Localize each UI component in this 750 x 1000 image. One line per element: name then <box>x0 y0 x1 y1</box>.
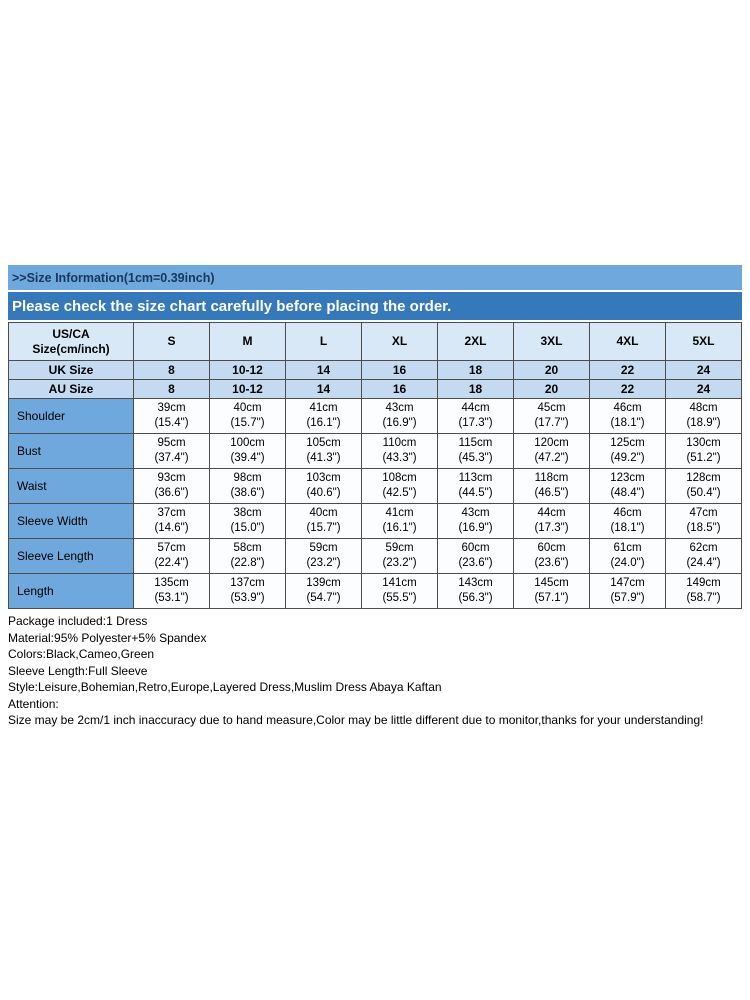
measurement-value-cell <box>666 539 742 574</box>
value-inch: (58.7") <box>686 592 721 604</box>
size-header-cell: 5XL <box>666 323 742 361</box>
uk-size-value-cell: 22 <box>590 361 666 380</box>
value-inch: (57.9") <box>610 592 645 604</box>
value-inch: (23.2") <box>382 557 417 569</box>
au-size-value-cell: 16 <box>362 380 438 399</box>
value-cm: 59cm <box>385 542 414 554</box>
measurement-value-cell <box>514 574 590 609</box>
measurement-value-cell <box>438 574 514 609</box>
value-cm: 145cm <box>534 577 569 589</box>
value-cm: 123cm <box>610 472 645 484</box>
value-cm: 100cm <box>230 437 265 449</box>
note-disclaimer: Size may be 2cm/1 inch inaccuracy due to hand measure,Color may be little different due to monitor,thanks for your understanding! <box>8 713 704 727</box>
size-header-cell: L <box>286 323 362 361</box>
value-inch: (49.2") <box>610 452 645 464</box>
value-inch: (51.2") <box>686 452 721 464</box>
value-inch: (37.4") <box>154 452 189 464</box>
value-cm: 46cm <box>613 402 642 414</box>
value-cm: 141cm <box>382 577 417 589</box>
value-cm: 46cm <box>613 507 642 519</box>
notice-bar <box>8 292 742 320</box>
measurement-value-cell <box>362 469 438 504</box>
uk-size-value-cell: 10-12 <box>210 361 286 380</box>
value-cm: 135cm <box>154 577 189 589</box>
value-inch: (18.5") <box>686 522 721 534</box>
value-cm: 41cm <box>309 402 338 414</box>
measurement-value-cell <box>134 539 210 574</box>
measurement-value-cell <box>286 574 362 609</box>
measurement-row <box>9 504 742 539</box>
measurement-value-cell <box>134 574 210 609</box>
uk-size-value-cell: 14 <box>286 361 362 380</box>
value-cm: 40cm <box>233 402 262 414</box>
measurement-value-cell <box>286 539 362 574</box>
value-inch: (55.5") <box>382 592 417 604</box>
au-size-value-cell: 20 <box>514 380 590 399</box>
measurement-value-cell <box>362 434 438 469</box>
corner-label-line2: Size(cm/inch) <box>32 341 110 356</box>
value-inch: (56.3") <box>458 592 493 604</box>
value-cm: 40cm <box>309 507 338 519</box>
measurement-row <box>9 399 742 434</box>
measurement-value-cell <box>666 399 742 434</box>
uk-size-value-cell: 18 <box>438 361 514 380</box>
measurement-value-cell <box>362 539 438 574</box>
measurement-value-cell <box>590 574 666 609</box>
value-inch: (17.3") <box>534 522 569 534</box>
au-size-value-cell: 10-12 <box>210 380 286 399</box>
measurement-label: Shoulder <box>9 399 134 434</box>
value-cm: 43cm <box>461 507 490 519</box>
measurement-value-cell <box>134 469 210 504</box>
measurement-value-cell <box>666 434 742 469</box>
measurement-value-cell <box>210 434 286 469</box>
measurement-value-cell <box>210 469 286 504</box>
value-inch: (23.2") <box>306 557 341 569</box>
measurement-value-cell <box>134 399 210 434</box>
product-notes <box>8 609 742 729</box>
measurement-label: Bust <box>9 434 134 469</box>
value-cm: 110cm <box>382 437 417 449</box>
value-inch: (45.3") <box>458 452 493 464</box>
uk-size-value-cell: 16 <box>362 361 438 380</box>
measurement-value-cell <box>210 539 286 574</box>
value-inch: (47.2") <box>534 452 569 464</box>
note-sleeve-length: Sleeve Length:Full Sleeve <box>8 663 148 678</box>
value-inch: (48.4") <box>610 487 645 499</box>
value-inch: (18.1") <box>610 522 645 534</box>
value-cm: 43cm <box>385 402 414 414</box>
measurement-value-cell <box>286 434 362 469</box>
value-inch: (42.5") <box>382 487 417 499</box>
measurement-value-cell <box>514 504 590 539</box>
note-colors: Colors:Black,Cameo,Green <box>8 647 155 661</box>
measurement-value-cell <box>514 434 590 469</box>
value-inch: (14.6") <box>154 522 189 534</box>
corner-label-line1: US/CA <box>52 326 90 341</box>
measurement-value-cell <box>134 504 210 539</box>
measurement-row <box>9 539 742 574</box>
value-inch: (17.3") <box>458 417 493 429</box>
value-cm: 139cm <box>306 577 341 589</box>
value-cm: 93cm <box>157 472 186 484</box>
note-style: Style:Leisure,Bohemian,Retro,Europe,Layered Dress,Muslim Dress Abaya Kaftan <box>8 680 442 694</box>
value-inch: (39.4") <box>230 452 265 464</box>
measurement-value-cell <box>362 574 438 609</box>
value-cm: 125cm <box>610 437 645 449</box>
value-cm: 149cm <box>686 577 721 589</box>
measurement-value-cell <box>286 504 362 539</box>
value-cm: 137cm <box>230 577 265 589</box>
value-cm: 57cm <box>157 542 186 554</box>
measurement-label: Waist <box>9 469 134 504</box>
measurement-value-cell <box>286 469 362 504</box>
value-cm: 120cm <box>534 437 569 449</box>
measurement-rows <box>9 399 742 609</box>
value-inch: (16.9") <box>382 417 417 429</box>
value-cm: 147cm <box>610 577 645 589</box>
value-inch: (22.4") <box>154 557 189 569</box>
note-attention: Attention: <box>8 696 59 711</box>
uk-size-value-cell: 20 <box>514 361 590 380</box>
value-inch: (24.0") <box>610 557 645 569</box>
value-inch: (15.7") <box>306 522 341 534</box>
value-cm: 113cm <box>458 472 493 484</box>
au-size-value-cell: 22 <box>590 380 666 399</box>
measurement-value-cell <box>362 504 438 539</box>
value-cm: 41cm <box>385 507 414 519</box>
value-cm: 59cm <box>309 542 338 554</box>
value-cm: 62cm <box>689 542 718 554</box>
measurement-value-cell <box>590 539 666 574</box>
value-cm: 39cm <box>157 402 186 414</box>
value-cm: 38cm <box>233 507 262 519</box>
value-inch: (53.9") <box>230 592 265 604</box>
size-header-cell: XL <box>362 323 438 361</box>
measurement-value-cell <box>210 574 286 609</box>
value-cm: 143cm <box>458 577 493 589</box>
measurement-row <box>9 574 742 609</box>
value-cm: 95cm <box>157 437 186 449</box>
value-inch: (40.6") <box>306 487 341 499</box>
uk-size-row <box>9 361 742 380</box>
measurement-value-cell <box>590 399 666 434</box>
measurement-value-cell <box>210 399 286 434</box>
note-package: Package included:1 Dress <box>8 614 148 628</box>
au-size-row <box>9 380 742 399</box>
size-header-cell: 3XL <box>514 323 590 361</box>
au-size-label: AU Size <box>9 380 134 399</box>
value-inch: (53.1") <box>154 592 189 604</box>
value-cm: 61cm <box>613 542 642 554</box>
value-cm: 115cm <box>458 437 493 449</box>
value-inch: (46.5") <box>534 487 569 499</box>
value-inch: (44.5") <box>458 487 493 499</box>
value-inch: (15.0") <box>230 522 265 534</box>
measurement-row <box>9 469 742 504</box>
au-size-value-cell: 8 <box>134 380 210 399</box>
uk-size-value-cell: 24 <box>666 361 742 380</box>
measurement-label: Sleeve Width <box>9 504 134 539</box>
measurement-value-cell <box>438 504 514 539</box>
size-header-cell: 2XL <box>438 323 514 361</box>
size-header-cell: 4XL <box>590 323 666 361</box>
corner-cell <box>9 323 134 361</box>
measurement-value-cell <box>590 434 666 469</box>
value-inch: (41.3") <box>306 452 341 464</box>
value-inch: (15.4") <box>154 417 189 429</box>
note-material: Material:95% Polyester+5% Spandex <box>8 630 207 645</box>
measurement-value-cell <box>666 469 742 504</box>
value-inch: (15.7") <box>230 417 265 429</box>
measurement-value-cell <box>514 399 590 434</box>
value-cm: 98cm <box>233 472 262 484</box>
value-cm: 60cm <box>461 542 490 554</box>
size-info-bar <box>8 265 742 290</box>
size-table <box>8 322 742 609</box>
value-inch: (38.6") <box>230 487 265 499</box>
value-inch: (18.9") <box>686 417 721 429</box>
value-inch: (23.6") <box>534 557 569 569</box>
value-inch: (18.1") <box>610 417 645 429</box>
value-inch: (16.9") <box>458 522 493 534</box>
size-info-text: >>Size Information(1cm=0.39inch) <box>12 271 215 285</box>
value-cm: 60cm <box>537 542 566 554</box>
measurement-value-cell <box>210 504 286 539</box>
measurement-label: Sleeve Length <box>9 539 134 574</box>
value-cm: 45cm <box>537 402 566 414</box>
value-cm: 37cm <box>157 507 186 519</box>
size-header-cell: M <box>210 323 286 361</box>
size-header-cell: S <box>134 323 210 361</box>
value-cm: 108cm <box>382 472 417 484</box>
value-cm: 44cm <box>537 507 566 519</box>
value-inch: (24.4") <box>686 557 721 569</box>
measurement-value-cell <box>666 574 742 609</box>
value-inch: (43.3") <box>382 452 417 464</box>
notice-text: Please check the size chart carefully before placing the order. <box>12 298 452 315</box>
measurement-value-cell <box>514 539 590 574</box>
au-size-value-cell: 14 <box>286 380 362 399</box>
value-cm: 44cm <box>461 402 490 414</box>
au-size-value-cell: 24 <box>666 380 742 399</box>
size-header-row <box>9 323 742 361</box>
value-inch: (16.1") <box>306 417 341 429</box>
uk-size-label: UK Size <box>9 361 134 380</box>
value-cm: 47cm <box>689 507 718 519</box>
value-cm: 118cm <box>534 472 569 484</box>
value-cm: 105cm <box>306 437 341 449</box>
value-cm: 128cm <box>686 472 721 484</box>
measurement-value-cell <box>438 399 514 434</box>
value-inch: (17.7") <box>534 417 569 429</box>
measurement-value-cell <box>590 469 666 504</box>
measurement-row <box>9 434 742 469</box>
value-cm: 103cm <box>306 472 341 484</box>
value-inch: (23.6") <box>458 557 493 569</box>
value-cm: 130cm <box>686 437 721 449</box>
measurement-value-cell <box>666 504 742 539</box>
value-cm: 58cm <box>233 542 262 554</box>
measurement-value-cell <box>134 434 210 469</box>
value-inch: (54.7") <box>306 592 341 604</box>
value-cm: 48cm <box>689 402 718 414</box>
uk-size-value-cell: 8 <box>134 361 210 380</box>
value-inch: (50.4") <box>686 487 721 499</box>
au-size-value-cell: 18 <box>438 380 514 399</box>
measurement-value-cell <box>286 399 362 434</box>
measurement-value-cell <box>362 399 438 434</box>
value-inch: (57.1") <box>534 592 569 604</box>
size-table-head <box>9 323 742 399</box>
value-inch: (22.8") <box>230 557 265 569</box>
value-inch: (36.6") <box>154 487 189 499</box>
measurement-label: Length <box>9 574 134 609</box>
measurement-value-cell <box>438 469 514 504</box>
measurement-value-cell <box>590 504 666 539</box>
measurement-value-cell <box>438 539 514 574</box>
measurement-value-cell <box>514 469 590 504</box>
measurement-value-cell <box>438 434 514 469</box>
value-inch: (16.1") <box>382 522 417 534</box>
